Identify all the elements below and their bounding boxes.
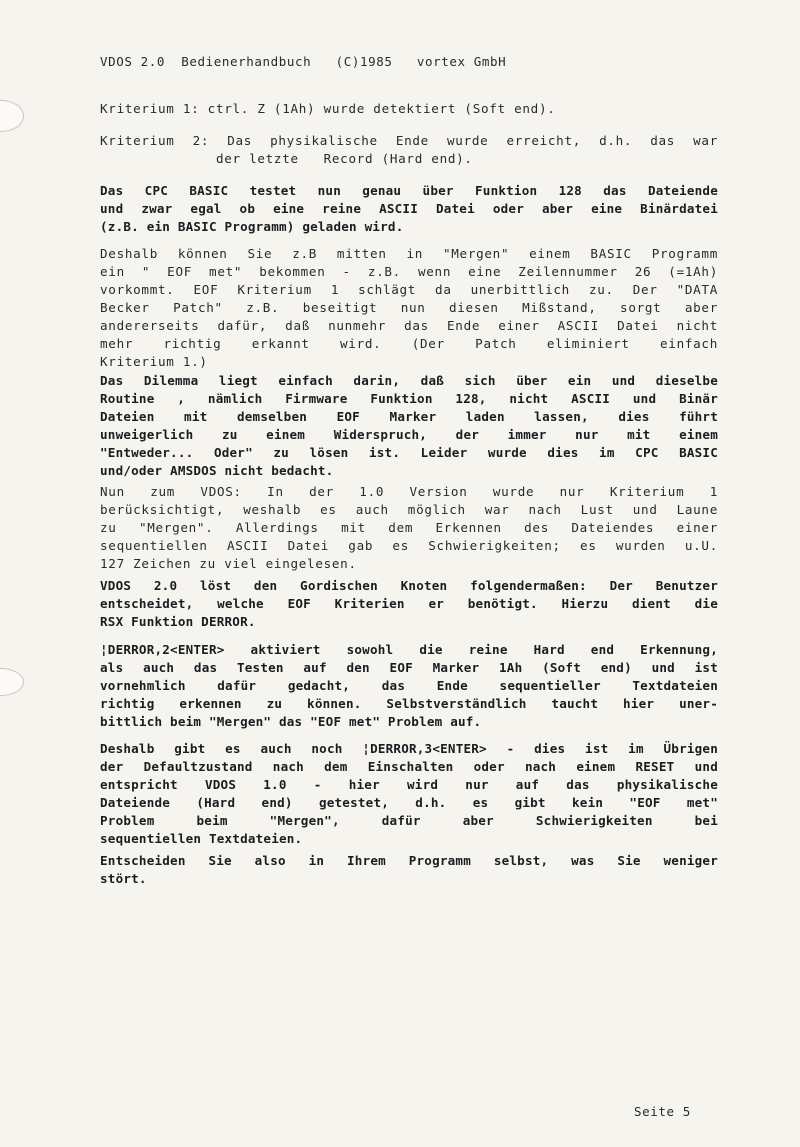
text-line: der letzte Record (Hard end). (100, 151, 473, 166)
text-line: vorkommt. EOF Kriterium 1 schlägt da unerbittlich zu. Der "DATA (100, 282, 718, 297)
text-line: ein " EOF met" bekommen - z.B. wenn eine Zeilennummer 26 (=1Ah) (100, 264, 718, 279)
paragraph-p7 (100, 740, 718, 848)
text-line: sequentiellen Textdateien. (100, 831, 303, 846)
text-line: unweigerlich zu einem Widerspruch, der immer nur mit einem (100, 427, 718, 442)
paragraph-p3 (100, 372, 718, 480)
text-line: entspricht VDOS 1.0 - hier wird nur auf das physikalische (100, 777, 718, 792)
text-line: VDOS 2.0 löst den Gordischen Knoten folgendermaßen: Der Benutzer (100, 578, 718, 593)
page-header: VDOS 2.0 Bedienerhandbuch (C)1985 vortex GmbH (100, 54, 507, 69)
text-line: Kriterium 1.) (100, 354, 208, 369)
text-line: Deshalb können Sie z.B mitten in "Mergen" einem BASIC Programm (100, 246, 718, 261)
text-line: der Defaultzustand nach dem Einschalten oder nach einem RESET und (100, 759, 718, 774)
text-line: Das Dilemma liegt einfach darin, daß sich über ein und dieselbe (100, 373, 718, 388)
paragraph-p4 (100, 483, 718, 573)
text-line: Entscheiden Sie also in Ihrem Programm selbst, was Sie weniger (100, 853, 718, 868)
text-line: Dateiende (Hard end) getestet, d.h. es gibt kein "EOF met" (100, 795, 718, 810)
text-line: und/oder AMSDOS nicht bedacht. (100, 463, 334, 478)
text-line: entscheidet, welche EOF Kriterien er benötigt. Hierzu dient die (100, 596, 718, 611)
text-line: Becker Patch" z.B. beseitigt nun diesen Mißstand, sorgt aber (100, 300, 718, 315)
text-line: 127 Zeichen zu viel eingelesen. (100, 556, 357, 571)
paragraph-p1 (100, 182, 718, 236)
text-line: andererseits dafür, daß nunmehr das Ende einer ASCII Datei nicht (100, 318, 718, 333)
text-line: Kriterium 2: Das physikalische Ende wurde erreicht, d.h. das war (100, 133, 718, 148)
paragraph-p8 (100, 852, 718, 888)
text-line: Routine , nämlich Firmware Funktion 128, nicht ASCII und Binär (100, 391, 718, 406)
text-line: Dateien mit demselben EOF Marker laden lassen, dies führt (100, 409, 718, 424)
text-line: Deshalb gibt es auch noch ¦DERROR,3<ENTER> - dies ist im Übrigen (100, 741, 718, 756)
text-line: richtig erkennen zu können. Selbstverständlich taucht hier uner- (100, 696, 718, 711)
paragraph-p6 (100, 641, 718, 731)
paragraph-p5 (100, 577, 718, 631)
text-line: bittlich beim "Mergen" das "EOF met" Problem auf. (100, 714, 482, 729)
page-number: Seite 5 (634, 1104, 691, 1119)
punch-hole-bottom (0, 668, 24, 696)
text-line: stört. (100, 871, 147, 886)
text-line: Problem beim "Mergen", dafür aber Schwierigkeiten bei (100, 813, 718, 828)
punch-hole-top (0, 100, 24, 132)
text-line: Das CPC BASIC testet nun genau über Funktion 128 das Dateiende (100, 183, 718, 198)
text-line: Nun zum VDOS: In der 1.0 Version wurde nur Kriterium 1 (100, 484, 718, 499)
text-line: zu "Mergen". Allerdings mit dem Erkennen des Dateiendes einer (100, 520, 718, 535)
paragraph-krit2 (100, 132, 718, 168)
text-line: "Entweder... Oder" zu lösen ist. Leider wurde dies im CPC BASIC (100, 445, 718, 460)
text-line: und zwar egal ob eine reine ASCII Datei oder aber eine Binärdatei (100, 201, 718, 216)
paragraph-krit1 (100, 100, 718, 118)
text-line: RSX Funktion DERROR. (100, 614, 256, 629)
text-line: als auch das Testen auf den EOF Marker 1Ah (Soft end) und ist (100, 660, 718, 675)
text-line: mehr richtig erkannt wird. (Der Patch eliminiert einfach (100, 336, 718, 351)
text-line: vornehmlich dafür gedacht, das Ende sequentieller Textdateien (100, 678, 718, 693)
text-line: (z.B. ein BASIC Programm) geladen wird. (100, 219, 404, 234)
text-line: sequentiellen ASCII Datei gab es Schwierigkeiten; es wurden u.U. (100, 538, 718, 553)
paragraph-p2 (100, 245, 718, 371)
text-line: Kriterium 1: ctrl. Z (1Ah) wurde detektiert (Soft end). (100, 101, 556, 116)
text-line: ¦DERROR,2<ENTER> aktiviert sowohl die reine Hard end Erkennung, (100, 642, 718, 657)
text-line: berücksichtigt, weshalb es auch möglich war nach Lust und Laune (100, 502, 718, 517)
